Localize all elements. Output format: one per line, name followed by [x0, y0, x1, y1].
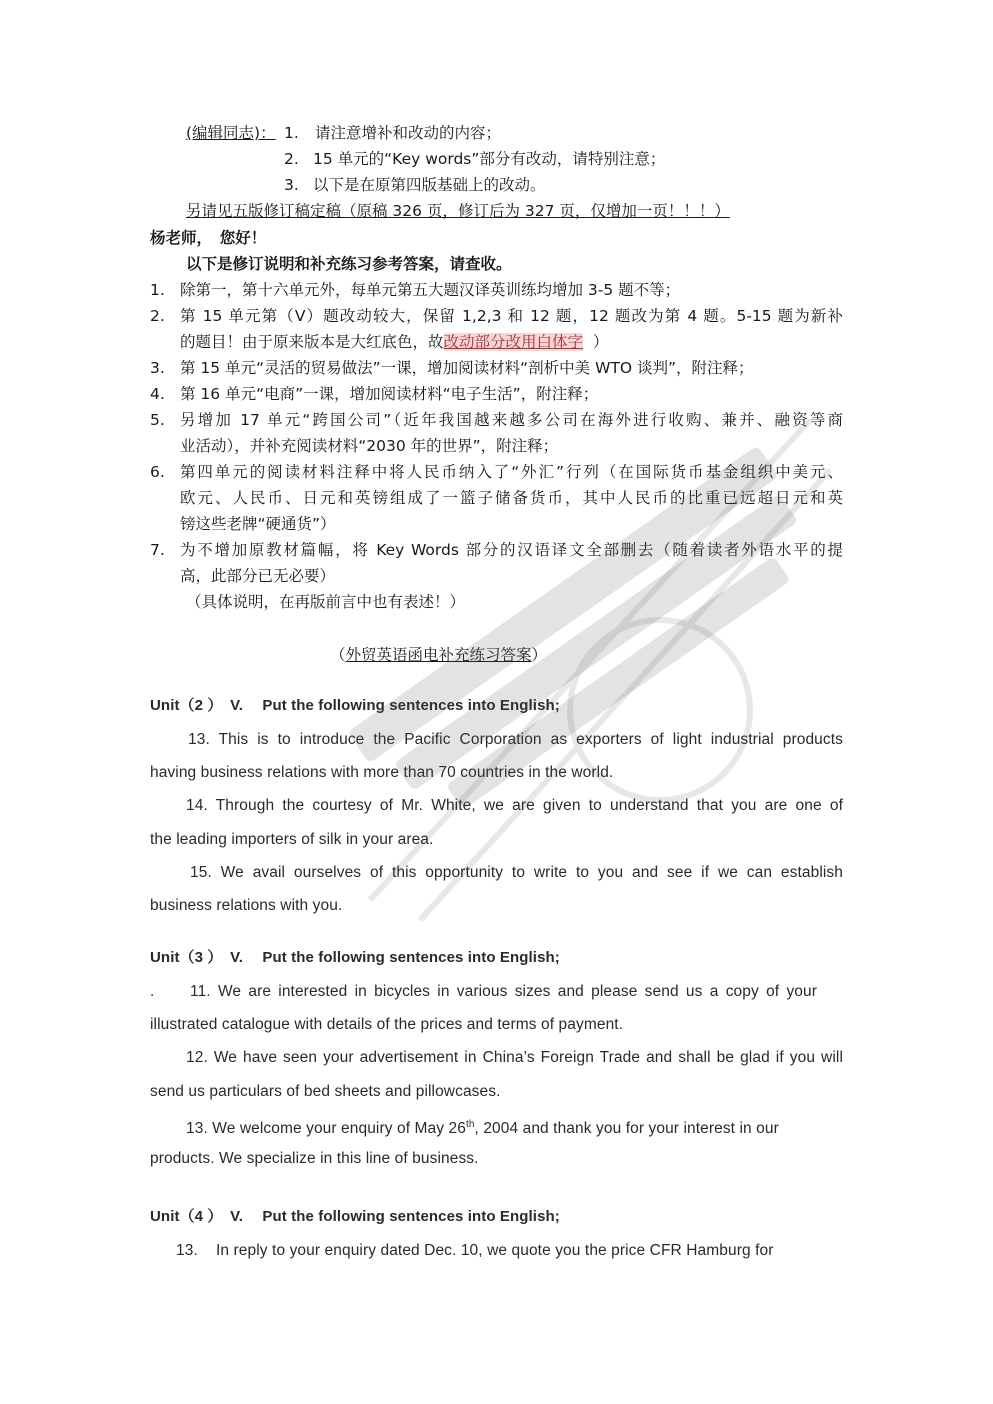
unit-2-p13-line-1: 13. This is to introduce the Pacific Corporation as exporters of light industrial products	[188, 731, 843, 748]
rev-6-num: 6.	[150, 463, 165, 481]
unit-2-p15-line-1: 15. We avail ourselves of this opportunity to write to you and see if we can establish	[190, 864, 843, 881]
unit-4-heading: Unit（4 ） V. Put the following sentences into English;	[150, 1208, 560, 1225]
rev-1-num: 1.	[150, 281, 165, 299]
unit-2-p13-line-2: having business relations with more than 70 countries in the world.	[150, 764, 614, 781]
subtitle: 以下是修订说明和补充练习参考答案，请查收。	[186, 255, 512, 273]
unit-4-p13-num: 13.	[176, 1242, 198, 1259]
rev-2-num: 2.	[150, 307, 165, 325]
section-title: （外贸英语函电补充练习答案）	[330, 646, 548, 664]
rev-7-num: 7.	[150, 541, 165, 559]
unit-2-p14-line-2: the leading importers of silk in your area.	[150, 831, 434, 848]
editor-item-1-num: 1.	[284, 124, 299, 142]
revision-note: 另请见五版修订稿定稿（原稿 326 页，修订后为 327 页，仅增加一页！！！）	[186, 202, 730, 220]
highlighted-change: 改动部分改用白体字	[443, 333, 584, 351]
rev-4-num: 4.	[150, 385, 165, 403]
unit-2-heading: Unit（2 ） V. Put the following sentences into English;	[150, 697, 560, 714]
editor-item-2: 15 单元的“Key words”部分有改动，请特别注意；	[313, 150, 666, 168]
rev-1-text: 除第一，第十六单元外，每单元第五大题汉译英训练均增加 3-5 题不等；	[180, 281, 681, 299]
rev-7-line-1: 为不增加原教材篇幅，将 Key Words 部分的汉语译文全部删去（随着读者外语水平的提	[180, 541, 843, 559]
rev-3-num: 3.	[150, 359, 165, 377]
rev-6-line-1: 第四单元的阅读材料注释中将人民币纳入了“外汇”行列（在国际货币基金组织中美元、	[180, 463, 843, 481]
unit-3-p11-line-2: illustrated catalogue with details of the prices and terms of payment.	[150, 1016, 624, 1033]
rev-4-text: 第 16 单元“电商”一课，增加阅读材料“电子生活”，附注释；	[180, 385, 599, 403]
editor-item-3: 以下是在原第四版基础上的改动。	[313, 176, 546, 194]
rev-6-line-2: 欧元、人民币、日元和英镑组成了一篮子储备货币，其中人民币的比重已远超日元和英	[180, 489, 843, 507]
rev-5-line-2: 业活动），并补充阅读材料“2030 年的世界”，附注释；	[180, 437, 559, 455]
unit-3-heading: Unit（3 ） V. Put the following sentences into English;	[150, 949, 560, 966]
unit-3-p12-line-2: send us particulars of bed sheets and pillowcases.	[150, 1083, 501, 1100]
unit-2-p14-line-1: 14. Through the courtesy of Mr. White, we are given to understand that you are one of	[186, 797, 843, 814]
unit-3-p12-line-1: 12. We have seen your advertisement in China’s Foreign Trade and shall be glad if you will	[186, 1049, 843, 1066]
editor-item-2-num: 2.	[284, 150, 299, 168]
rev-7-line-2: 高，此部分已无必要）	[180, 567, 336, 585]
greeting: 杨老师， 您好！	[150, 229, 267, 247]
unit-3-stray-dot: .	[150, 983, 155, 1000]
unit-3-p13-line-1: 13. We welcome your enquiry of May 26th, 2004 and thank you for your interest in our	[186, 1119, 779, 1138]
unit-3-p13-line-2: products. We specialize in this line of business.	[150, 1150, 479, 1167]
editor-item-3-num: 3.	[284, 176, 299, 194]
rev-6-line-3: 镑这些老牌“硬通货”）	[180, 515, 336, 533]
rev-2-line-2: 的题目！由于原来版本是大红底色，故改动部分改用白体字 ）	[180, 333, 609, 351]
unit-4-p13-line-1: In reply to your enquiry dated Dec. 10, we quote you the price CFR Hamburg for	[216, 1242, 774, 1259]
unit-3-p11-line-1: 11. We are interested in bicycles in various sizes and please send us a copy of your	[190, 983, 817, 1000]
rev-5-num: 5.	[150, 411, 165, 429]
rev-2-line-1: 第 15 单元第（V）题改动较大，保留 1,2,3 和 12 题，12 题改为第 4 题。5-15 题为新补	[180, 307, 843, 325]
revision-footnote: （具体说明，在再版前言中也有表述！）	[186, 593, 466, 611]
editor-item-1: 请注意增补和改动的内容；	[315, 124, 502, 142]
rev-3-text: 第 15 单元“灵活的贸易做法”一课，增加阅读材料“剖析中美 WTO 谈判”，附注释；	[180, 359, 754, 377]
rev-5-line-1: 另增加 17 单元“跨国公司”（近年我国越来越多公司在海外进行收购、兼并、融资等商	[180, 411, 843, 429]
unit-2-p15-line-2: business relations with you.	[150, 897, 343, 914]
editor-label: (编辑同志)：	[186, 124, 276, 142]
